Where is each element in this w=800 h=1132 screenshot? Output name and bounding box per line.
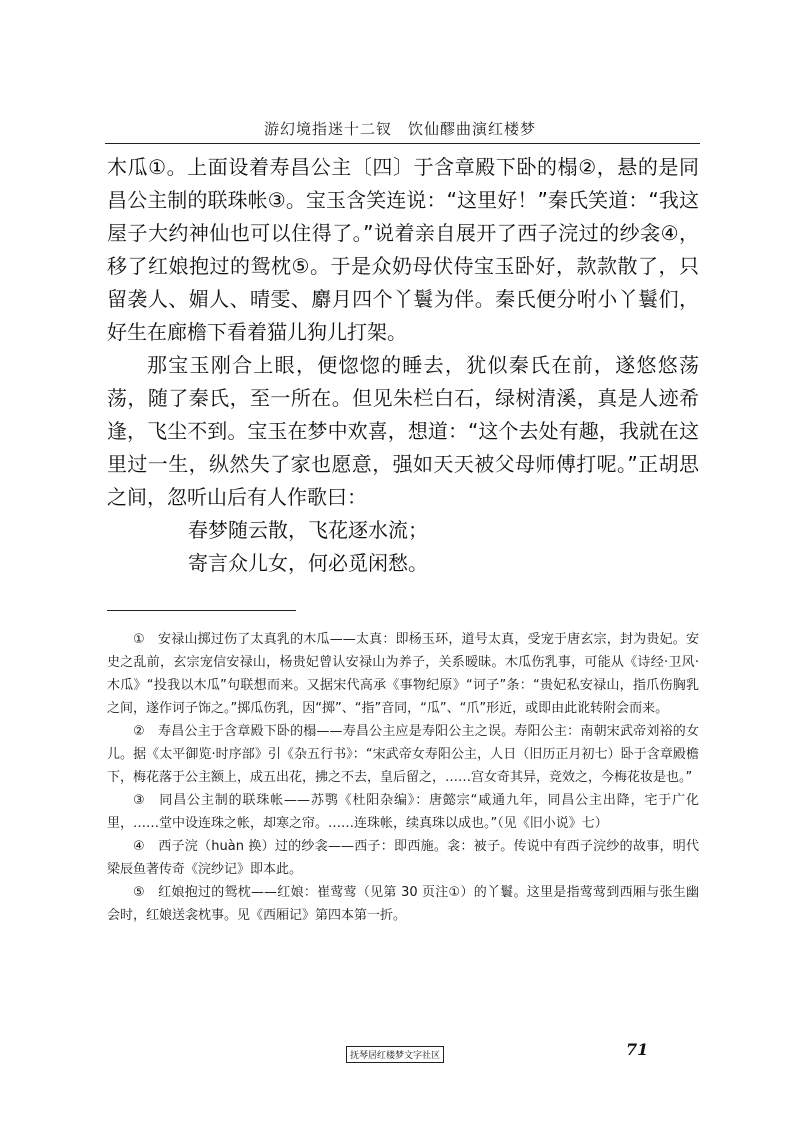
page-number: 71 — [626, 1040, 649, 1059]
footnote-rule — [107, 610, 296, 611]
poem-line-2: 寄言众儿女，何必觅闲愁。 — [188, 551, 428, 575]
poem — [107, 514, 699, 580]
footnote-4: ④ 西子浣（huàn 换）过的纱衾——西子：即西施。衾：被子。传说中有西子浣纱的故事，明代梁辰鱼著传奇《浣纱记》即本此。 — [107, 839, 699, 877]
footnote-1: ① 安禄山掷过伤了太真乳的木瓜——太真：即杨玉环，道号太真，受宠于唐玄宗，封为贵妃。安史之乱前，玄宗宠信安禄山，杨贵妃曾认安禄山为养子，关系暧昧。木瓜伤乳事，可能从《诗经·卫风·木瓜》“投我以木瓜”句联想而来。又据宋代高承《事物纪原》“诃子”条：“贵妃私安禄山，指爪伤胸乳之间，遂作诃子饰之。”掷瓜伤乳，因“掷”、“指”音同，“瓜”、“爪”形近，或即由此讹转附会而来。 — [107, 632, 699, 716]
header-rule — [105, 143, 700, 144]
paragraph-1: 木瓜①。上面设着寿昌公主〔四〕于含章殿下卧的榻②，悬的是同昌公主制的联珠帐③。宝玉含笑连说：“这里好！”秦氏笑道：“我这屋子大约神仙也可以住得了。”说着亲自展开了西子浣过的纱衾④，移了红娘抱过的鸳枕⑤。于是众奶母伏侍宝玉卧好，款款散了，只留袭人、媚人、晴雯、麝月四个丫鬟为伴。秦氏便分咐小丫鬟们，好生在廊檐下看着猫儿狗儿打架。 — [107, 155, 699, 344]
footnote-3: ③ 同昌公主制的联珠帐——苏鹗《杜阳杂编》：唐懿宗“咸通九年，同昌公主出降，宅于广化里，……堂中设连珠之帐，却寒之帘。……连珠帐，续真珠以成也。”（见《旧小说》七） — [107, 793, 699, 831]
footnote-5: ⑤ 红娘抱过的鸳枕——红娘：崔莺莺（见第 30 页注①）的丫鬟。这里是指莺莺到西厢与张生幽会时，红娘送衾枕事。见《西厢记》第四本第一折。 — [107, 885, 699, 923]
poem-line-1: 春梦随云散，飞花逐水流； — [188, 518, 428, 542]
footnotes — [107, 628, 699, 927]
paragraph-2: 那宝玉刚合上眼，便惚惚的睡去，犹似秦氏在前，遂悠悠荡荡，随了秦氏，至一所在。但见朱栏白石，绿树清溪，真是人迹希逢，飞尘不到。宝玉在梦中欢喜，想道：“这个去处有趣，我就在这里过一生，纵然失了家也愿意，强如天天被父母师傅打呢。”正胡思之间，忽听山后有人作歌曰： — [107, 353, 699, 509]
watermark-stamp: 抚琴居红楼梦文字社区 — [346, 1046, 444, 1063]
footnote-2: ② 寿昌公主于含章殿下卧的榻——寿昌公主应是寿阳公主之误。寿阳公主：南朝宋武帝刘裕的女儿。据《太平御览·时序部》引《杂五行书》：“宋武帝女寿阳公主，人日（旧历正月初七）卧于含章殿檐下，梅花落于公主额上，成五出花，拂之不去，皇后留之，……宫女奇其异，竞效之，今梅花妆是也。” — [107, 724, 699, 785]
running-header: 游幻境指迷十二钗 饮仙醪曲演红楼梦 — [263, 120, 536, 138]
main-text — [107, 151, 699, 580]
